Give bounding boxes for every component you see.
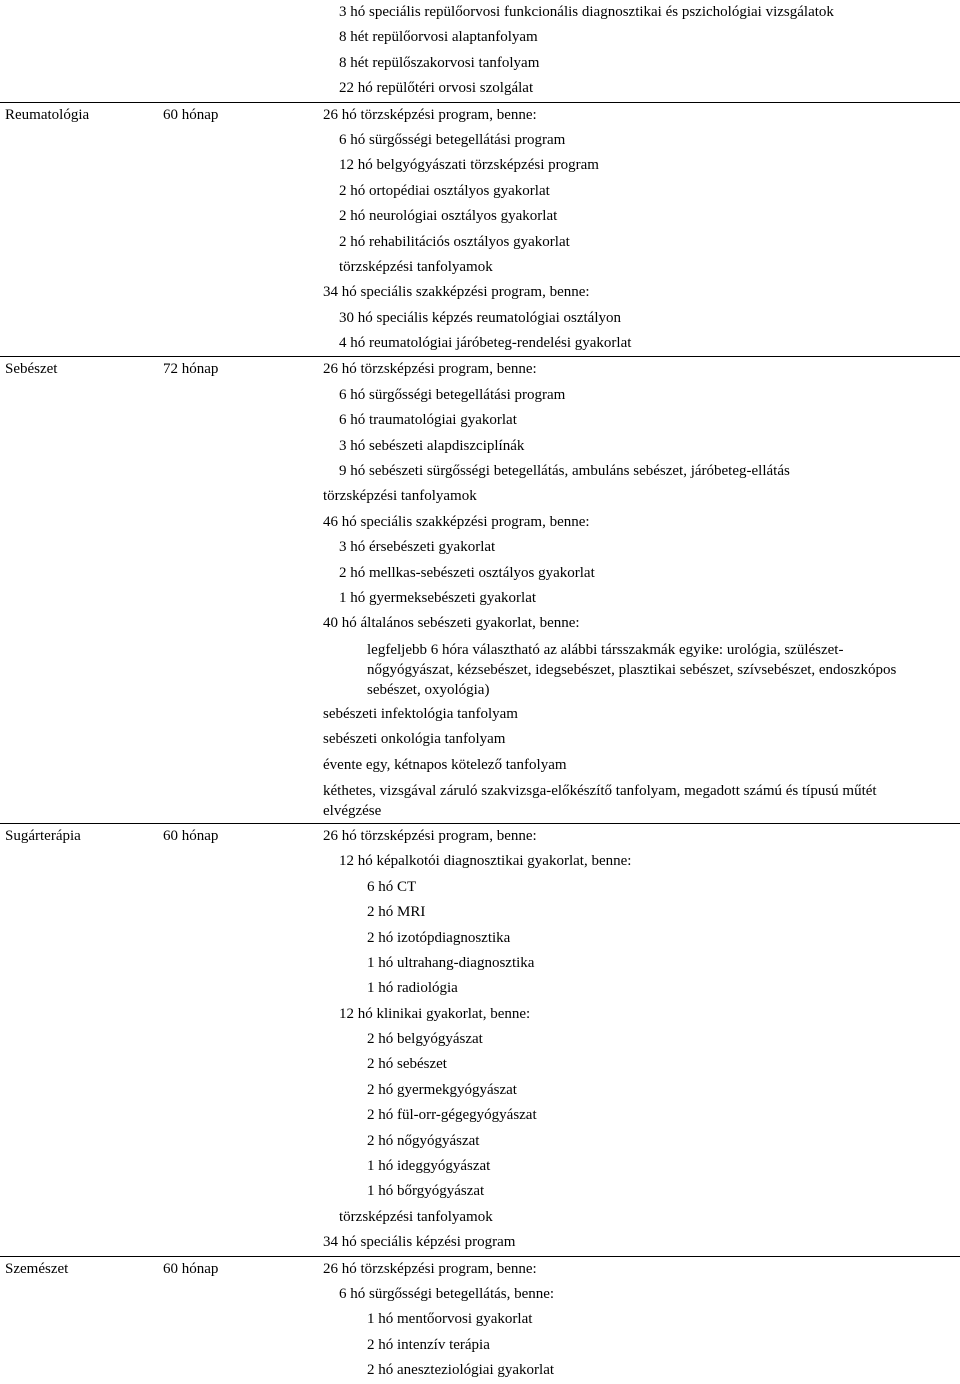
program-line: 1 hó radiológia [367,980,458,997]
program-line: kéthetes, vizsgával záruló szakvizsga-előkészítő tanfolyam, megadott számú és típusú műtét elvégzése [323,782,877,819]
program-line: 2 hó rehabilitációs osztályos gyakorlat [339,233,570,250]
program-line: évente egy, kétnapos kötelező tanfolyam [323,756,567,773]
program-line: 8 hét repülőszakorvosi tanfolyam [339,54,540,71]
program-line: 3 hó sebészeti alapdiszciplínák [339,437,525,454]
program-line: 6 hó sürgősségi betegellátási program [339,386,566,403]
training-duration: 60 hónap [163,827,219,844]
program-line: legfeljebb 6 hóra választható az alábbi társszakmák egyike: urológia, szülészet-nőgyógyászat, kézsebészet, idegsebészet, plasztikai sebészet, szívsebészet, endoszkópos sebészet, oxyológia) [367,641,897,698]
specialty-name: Sebészet [5,361,58,378]
program-line: 2 hó nőgyógyászat [367,1132,480,1149]
program-line: 9 hó sebészeti sürgősségi betegellátás, ambuláns sebészet, járóbeteg-ellátás [339,463,790,480]
program-line: 2 hó neurológiai osztályos gyakorlat [339,208,558,225]
specialty-name: Szemészet [5,1260,69,1277]
program-line: 26 hó törzsképzési program, benne: [323,361,537,378]
program-line: 1 hó ultrahang-diagnosztika [367,954,535,971]
program-line: 26 hó törzsképzési program, benne: [323,827,537,844]
training-duration: 72 hónap [163,361,219,378]
program-line: 30 hó speciális képzés reumatológiai osztályon [339,309,622,326]
program-line: törzsképzési tanfolyamok [339,258,493,275]
program-line: 26 hó törzsképzési program, benne: [323,1260,537,1277]
program-line: 2 hó MRI [367,904,426,921]
program-line: 12 hó képalkotói diagnosztikai gyakorlat, benne: [339,853,632,870]
program-line: 40 hó általános sebészeti gyakorlat, benne: [323,615,580,632]
program-line: sebészeti onkológia tanfolyam [323,731,506,748]
program-line: 6 hó sürgősségi betegellátás, benne: [339,1285,555,1302]
program-line: törzsképzési tanfolyamok [323,488,477,505]
program-line: 12 hó belgyógyászati törzsképzési program [339,157,599,174]
program-line: 34 hó speciális képzési program [323,1234,516,1251]
program-line: 1 hó gyermeksebészeti gyakorlat [339,589,537,606]
program-line: 2 hó intenzív terápia [367,1336,490,1353]
program-line: 12 hó klinikai gyakorlat, benne: [339,1005,531,1022]
specialty-name: Sugárterápia [5,827,81,844]
program-line: sebészeti infektológia tanfolyam [323,705,518,722]
specialty-section [0,102,960,357]
program-line: 6 hó CT [367,878,417,895]
program-line: 8 hét repülőorvosi alaptanfolyam [339,29,538,46]
specialty-section [0,0,960,102]
program-line: 2 hó mellkas-sebészeti osztályos gyakorlat [339,564,595,581]
program-line: 2 hó sebészet [367,1056,447,1073]
specialty-section [0,1256,960,1384]
specialty-section [0,823,960,1256]
training-duration: 60 hónap [163,1260,219,1277]
program-line: 2 hó aneszteziológiai gyakorlat [367,1362,555,1379]
program-line: 46 hó speciális szakképzési program, benne: [323,513,590,530]
program-line: törzsképzési tanfolyamok [339,1208,493,1225]
program-line: 2 hó gyermekgyógyászat [367,1081,517,1098]
program-line: 6 hó traumatológiai gyakorlat [339,412,517,429]
program-line: 2 hó ortopédiai osztályos gyakorlat [339,182,550,199]
program-line: 6 hó sürgősségi betegellátási program [339,131,566,148]
program-line: 2 hó fül-orr-gégegyógyászat [367,1107,537,1124]
program-line: 3 hó speciális repülőorvosi funkcionális diagnosztikai és pszichológiai vizsgálatok [339,4,834,20]
specialty-name: Reumatológia [5,106,90,123]
program-line: 3 hó érsebészeti gyakorlat [339,539,496,556]
program-line: 2 hó izotópdiagnosztika [367,929,511,946]
program-line: 4 hó reumatológiai járóbeteg-rendelési gyakorlat [339,335,632,352]
program-line: 2 hó belgyógyászat [367,1031,483,1048]
program-line: 1 hó mentőorvosi gyakorlat [367,1311,533,1328]
program-line: 26 hó törzsképzési program, benne: [323,106,537,123]
program-line: 22 hó repülőtéri orvosi szolgálat [339,80,534,97]
training-duration: 60 hónap [163,106,219,123]
specialty-section [0,356,960,822]
program-line: 1 hó bőrgyógyászat [367,1183,485,1200]
program-line: 34 hó speciális szakképzési program, benne: [323,284,590,301]
program-line: 1 hó ideggyógyászat [367,1158,491,1175]
